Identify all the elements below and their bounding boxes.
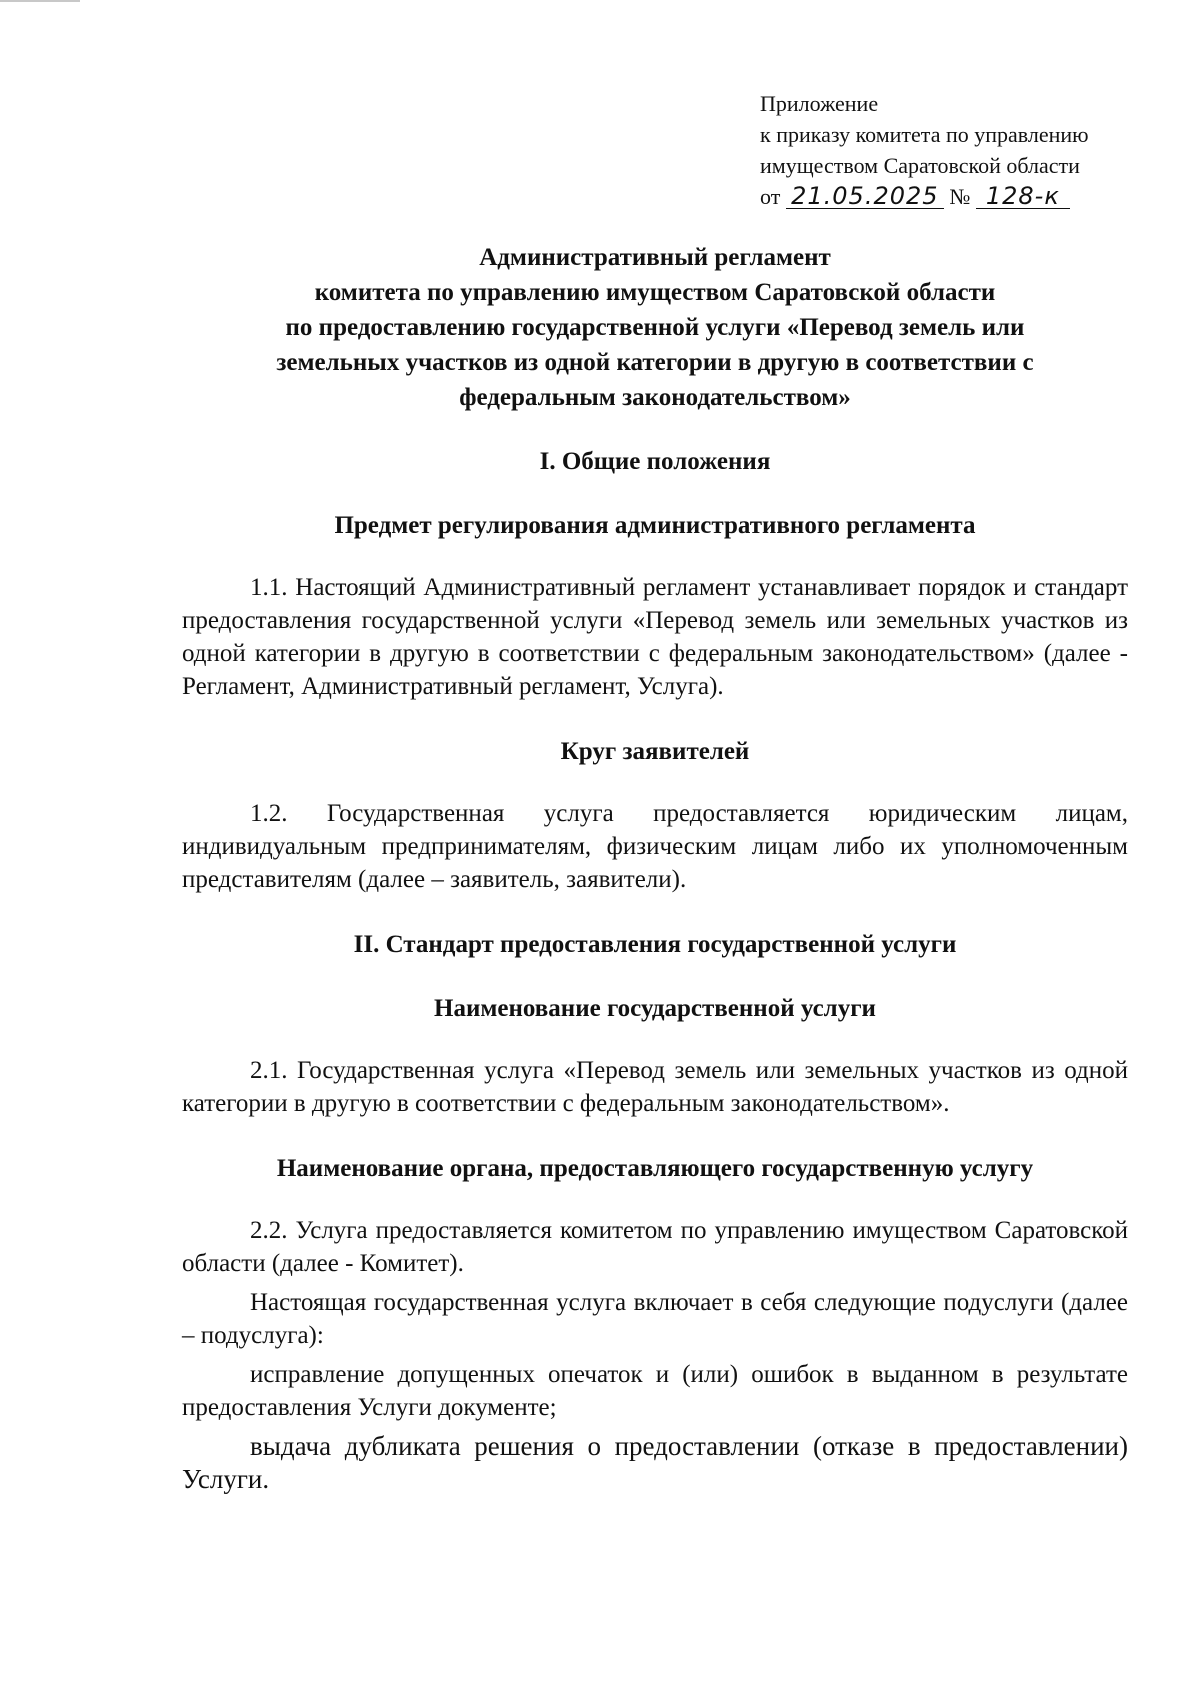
title-line-1: Административный регламент (479, 244, 831, 271)
appendix-line-3: имуществом Саратовской области (760, 153, 1080, 178)
appendix-line-2: к приказу комитета по управлению (760, 122, 1089, 147)
from-label: от (760, 184, 781, 209)
title-line-2: комитета по управлению имуществом Саратовской области (314, 279, 996, 306)
document-title (182, 240, 1128, 415)
handwritten-date: 21.05.2025 (786, 184, 944, 209)
paragraph-2-2-subservices: Настоящая государственная услуга включает в себя следующие подуслуги (далее – подуслуга): (182, 1289, 1128, 1349)
section-2-heading: II. Стандарт предоставления государственной услуги (353, 931, 957, 958)
scan-edge-mark (0, 0, 80, 2)
number-label: № (949, 184, 971, 209)
paragraph-1-2: 1.2. Государственная услуга предоставляется юридическим лицам, индивидуальным предпринимателям, физическим лицам либо их уполномоченным представителям (далее – заявитель, заявители). (182, 800, 1128, 893)
paragraph-2-2: 2.2. Услуга предоставляется комитетом по управлению имуществом Саратовской области (далее - Комитет). (182, 1217, 1128, 1277)
handwritten-number: 128-к (976, 184, 1070, 209)
section-1-subheading-1: Предмет регулирования административного регламента (334, 512, 976, 539)
title-line-3: по предоставлению государственной услуги «Перевод земель или (285, 314, 1025, 341)
title-line-5: федеральным законодательством» (459, 384, 851, 411)
document-body (182, 240, 1128, 1496)
section-2-subheading-1: Наименование государственной услуги (434, 995, 876, 1022)
paragraph-1-1: 1.1. Настоящий Административный регламент устанавливает порядок и стандарт предоставления государственной услуги «Перевод земель или земельных участков из одной категории в другую в соответствии с федеральным законодательством» (далее - Регламент, Административный регламент, Услуга). (182, 574, 1128, 700)
appendix-line-1: Приложение (760, 91, 879, 116)
appendix-block (760, 88, 1089, 212)
title-line-4: земельных участков из одной категории в другую в соответствии с (276, 349, 1034, 376)
appendix-date-line (760, 181, 1089, 212)
paragraph-2-1: 2.1. Государственная услуга «Перевод земель или земельных участков из одной категории в другую в соответствии с федеральным законодательством». (182, 1057, 1128, 1117)
section-1-subheading-2: Круг заявителей (560, 738, 750, 765)
section-2-subheading-2: Наименование органа, предоставляющего государственную услугу (276, 1155, 1034, 1182)
paragraph-2-2-duplicate: выдача дубликата решения о предоставлении (отказе в предоставлении) Услуги. (182, 1431, 1128, 1494)
section-1-heading: I. Общие положения (539, 448, 771, 475)
paragraph-2-2-correction: исправление допущенных опечаток и (или) ошибок в выданном в результате предоставления Услуги документе; (182, 1361, 1128, 1421)
